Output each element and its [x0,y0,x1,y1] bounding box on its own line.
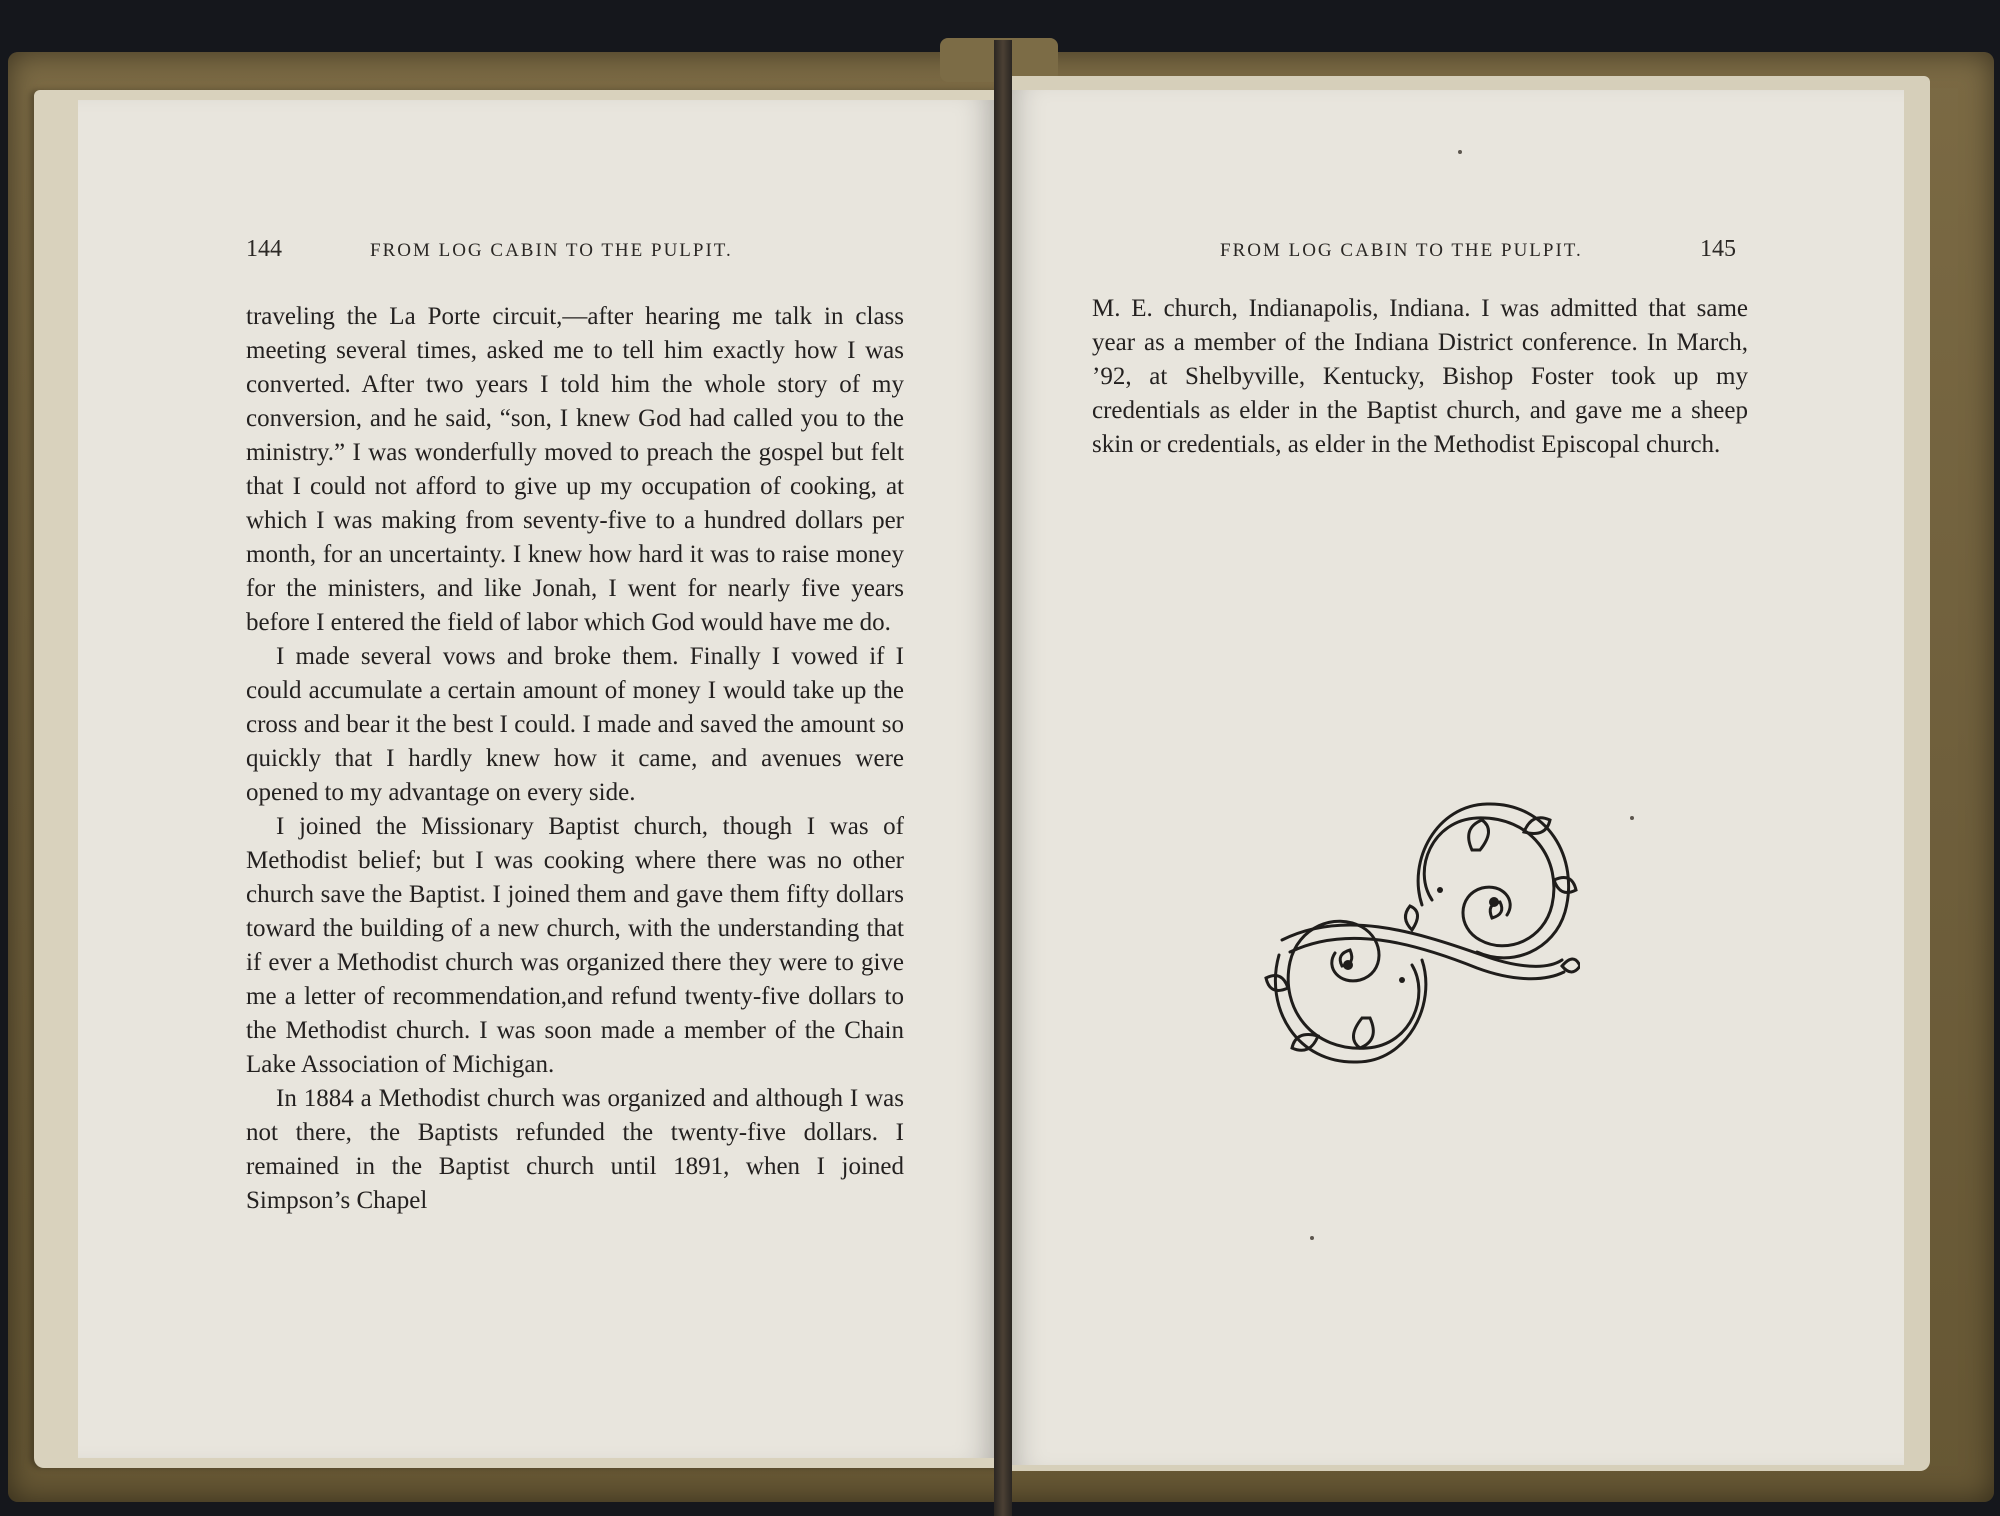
right-running-head: FROM LOG CABIN TO THE PULPIT. [1220,240,1583,261]
left-page-text [246,300,904,1218]
right-paragraph-1: M. E. church, Indianapolis, Indiana. I was admitted that same year as a member of the Indiana District conference. In March, ’92, at Shelbyville, Kentucky, Bishop Foster took up my credentials as elder in the Baptist church, and gave me a sheep skin or credentials, as elder in the Methodist Episcopal church. [1092,295,1748,458]
left-paragraph-3: I joined the Missionary Baptist church, though I was of Methodist belief; but I was cooking where there was no other church save the Baptist. I joined them and gave them fifty dollars toward the building of a new church, with the understanding that if ever a Methodist church was organized there they were to give me a letter of recommendation,and refund twenty-five dollars to the Methodist church. I was soon made a member of the Chain Lake Association of Michigan. [246,813,904,1078]
left-paragraph-4: In 1884 a Methodist church was organized and although I was not there, the Baptists refunded the twenty-five dollars. I remained in the Baptist church until 1891, when I joined Simpson’s Chapel [246,1085,904,1214]
left-running-head: FROM LOG CABIN TO THE PULPIT. [370,240,733,261]
right-page-number: 145 [1700,236,1736,262]
left-page-number: 144 [246,236,282,262]
decorative-scroll-icon [1262,790,1580,1076]
paper-speck [1310,1236,1314,1240]
right-page-text [1092,292,1748,462]
left-paragraph-2: I made several vows and broke them. Finally I vowed if I could accumulate a certain amount of money I would take up the cross and bear it the best I could. I made and saved the amount so quickly that I hardly knew how it came, and avenues were opened to my advantage on every side. [246,643,904,806]
paper-speck [1458,150,1462,154]
book-gutter [994,40,1012,1516]
paper-speck [1630,816,1634,820]
left-paragraph-1: traveling the La Porte circuit,—after hearing me talk in class meeting several times, asked me to tell him exactly how I was converted. After two years I told him the whole story of my conversion, and he said, “son, I knew God had called you to the ministry.” I was wonderfully moved to preach the gospel but felt that I could not afford to give up my occupation of cooking, at which I was making from seventy-five to a hundred dollars per month, for an uncertainty. I knew how hard it was to raise money for the ministers, and like Jonah, I went for nearly five years before I entered the field of labor which God would have me do. [246,303,904,636]
